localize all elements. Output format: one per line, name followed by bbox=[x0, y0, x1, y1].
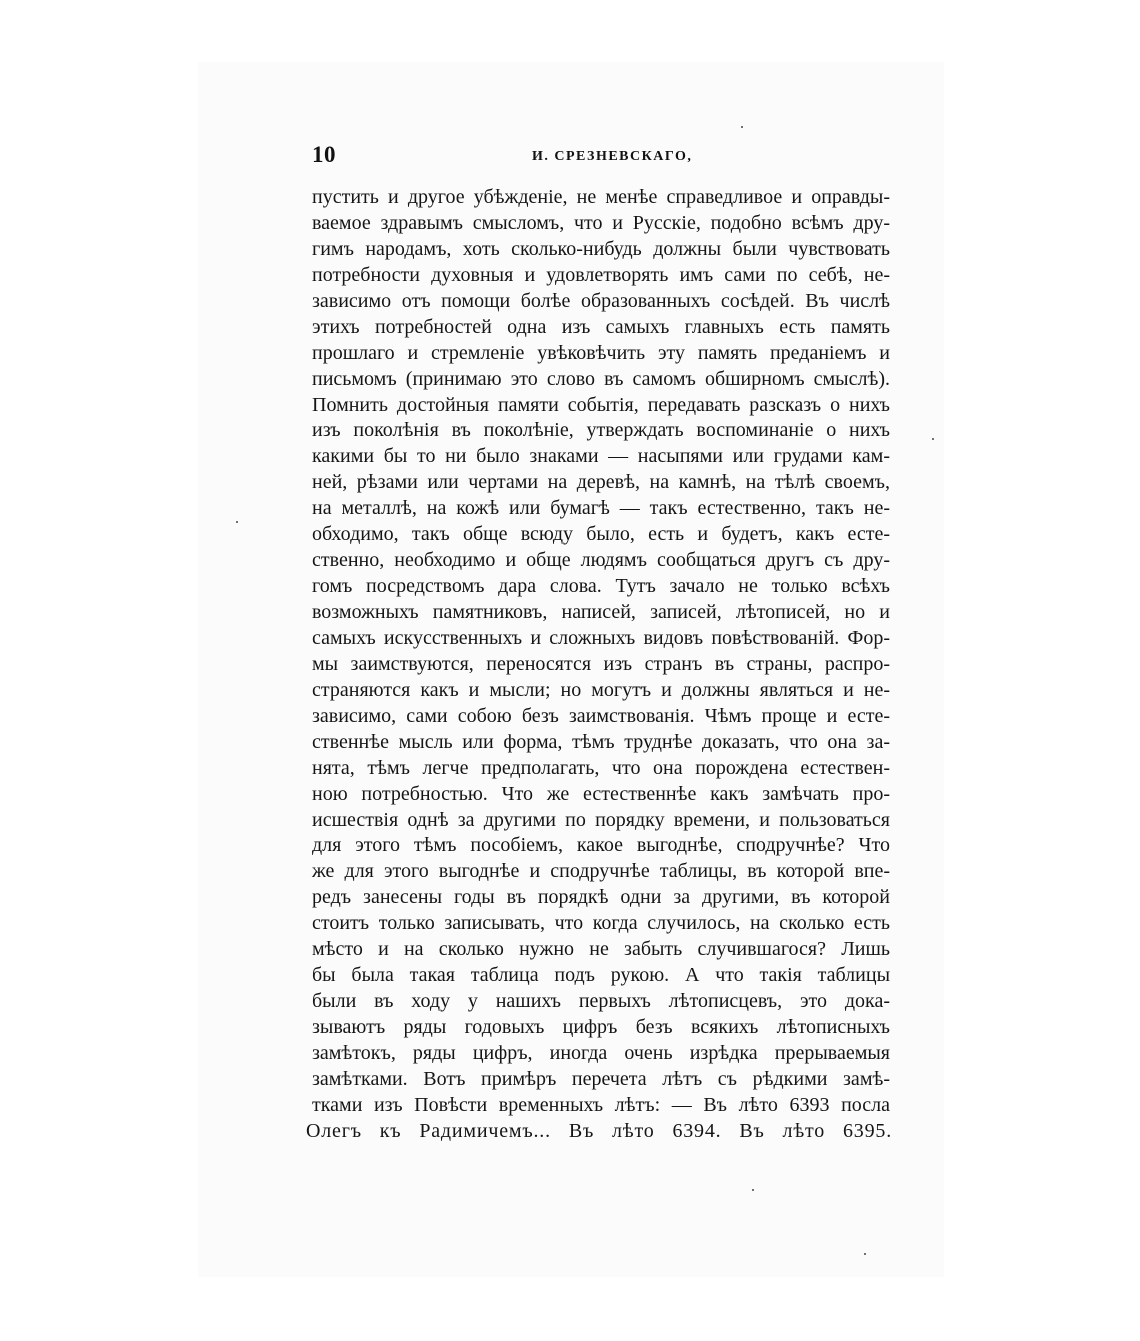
text-line: обходимо, такъ обще всюду было, есть и будетъ, какъ есте- bbox=[312, 523, 890, 546]
text-line: гомъ посредствомъ дара слова. Тутъ зачало не только всѣхъ bbox=[312, 575, 890, 598]
text-line: тками изъ Повѣсти временныхъ лѣтъ: — Въ лѣто 6393 посла bbox=[312, 1093, 890, 1116]
text-line: Помнить достойныя памяти событія, передавать разсказъ о нихъ bbox=[312, 393, 890, 416]
text-line: были въ ходу у нашихъ первыхъ лѣтописцевъ, это дока- bbox=[312, 990, 890, 1013]
text-line: зависимо отъ помощи болѣе образованныхъ сосѣдей. Въ числѣ bbox=[312, 289, 890, 312]
text-line: этихъ потребностей одна изъ самыхъ главныхъ есть память bbox=[312, 315, 890, 338]
scan-speck bbox=[236, 521, 238, 523]
text-line: потребности духовныя и удовлетворять имъ сами по себѣ, не- bbox=[312, 263, 890, 286]
scan-speck bbox=[864, 1253, 866, 1255]
text-line: стоитъ только записывать, что когда случилось, на сколько есть bbox=[312, 912, 890, 935]
text-line: письмомъ (принимаю это слово въ самомъ обширномъ смыслѣ). bbox=[312, 367, 890, 390]
text-line: прошлаго и стремленіе увѣковѣчить эту память преданіемъ и bbox=[312, 341, 890, 364]
text-line: самыхъ искусственныхъ и сложныхъ видовъ повѣствованій. Фор- bbox=[312, 626, 890, 649]
page-header bbox=[312, 142, 890, 172]
text-line: на металлѣ, на кожѣ или бумагѣ — такъ естественно, такъ не- bbox=[312, 497, 890, 520]
text-line: мѣсто и на сколько нужно не забыть случившагося? Лишь bbox=[312, 938, 890, 961]
text-line: редъ занесены годы въ порядкѣ одни за другими, въ которой bbox=[312, 886, 890, 909]
text-line: Олегъ къ Радимичемъ... Въ лѣто 6394. Въ лѣто 6395. bbox=[306, 1119, 892, 1142]
text-line: же для этого выгоднѣе и сподручнѣе таблицы, въ которой впе- bbox=[312, 860, 890, 883]
scan-speck bbox=[741, 126, 743, 128]
text-line: замѣтокъ, ряды цифръ, иногда очень изрѣдка прерываемыя bbox=[312, 1041, 890, 1064]
running-head: И. СРЕЗНЕВСКАГО, bbox=[532, 149, 693, 164]
text-line: для этого тѣмъ пособіемъ, какое выгоднѣе, сподручнѣе? Что bbox=[312, 834, 890, 857]
body-text bbox=[306, 185, 892, 1145]
text-line: изъ поколѣнія въ поколѣніе, утверждать воспоминаніе о нихъ bbox=[312, 419, 890, 442]
text-line: страняются какъ и мысли; но могутъ и должны являться и не- bbox=[312, 678, 890, 701]
text-line: ваемое здравымъ смысломъ, что и Русскіе, подобно всѣмъ дру- bbox=[312, 211, 890, 234]
scan-speck bbox=[752, 1189, 754, 1191]
text-line: ною потребностью. Что же естественнѣе какъ замѣчать про- bbox=[312, 782, 890, 805]
text-line: ственнѣе мысль или форма, тѣмъ труднѣе доказать, что она за- bbox=[312, 730, 890, 753]
text-line: возможныхъ памятниковъ, написей, записей, лѣтописей, но и bbox=[312, 601, 890, 623]
text-line: ственно, необходимо и обще людямъ сообщаться другъ съ дру- bbox=[312, 549, 890, 572]
text-line: мы заимствуются, переносятся изъ странъ въ страны, распро- bbox=[312, 652, 890, 675]
text-line: какими бы то ни было знаками — насыпями или грудами кам- bbox=[312, 445, 890, 468]
text-line: зависимо, сами собою безъ заимствованія. Чѣмъ проще и есте- bbox=[312, 704, 890, 727]
text-line: гимъ народамъ, хоть сколько-нибудь должны были чувствовать bbox=[312, 237, 890, 260]
text-line: ней, рѣзами или чертами на деревѣ, на камнѣ, на тѣлѣ своемъ, bbox=[312, 471, 890, 494]
scan-speck bbox=[932, 438, 934, 440]
text-line: зываютъ ряды годовыхъ цифръ безъ всякихъ лѣтописныхъ bbox=[312, 1016, 890, 1038]
text-line: нята, тѣмъ легче предполагать, что она порождена естествен- bbox=[312, 756, 890, 779]
text-line: замѣтками. Вотъ примѣръ перечета лѣтъ съ рѣдкими замѣ- bbox=[312, 1067, 890, 1090]
text-line: исшествія однѣ за другими по порядку времени, и пользоваться bbox=[312, 808, 890, 831]
text-line: бы была такая таблица подъ рукою. А что такія таблицы bbox=[312, 964, 890, 987]
page-number: 10 bbox=[312, 142, 336, 167]
text-line: пустить и другое убѣжденіе, не менѣе справедливое и оправды- bbox=[312, 186, 890, 208]
